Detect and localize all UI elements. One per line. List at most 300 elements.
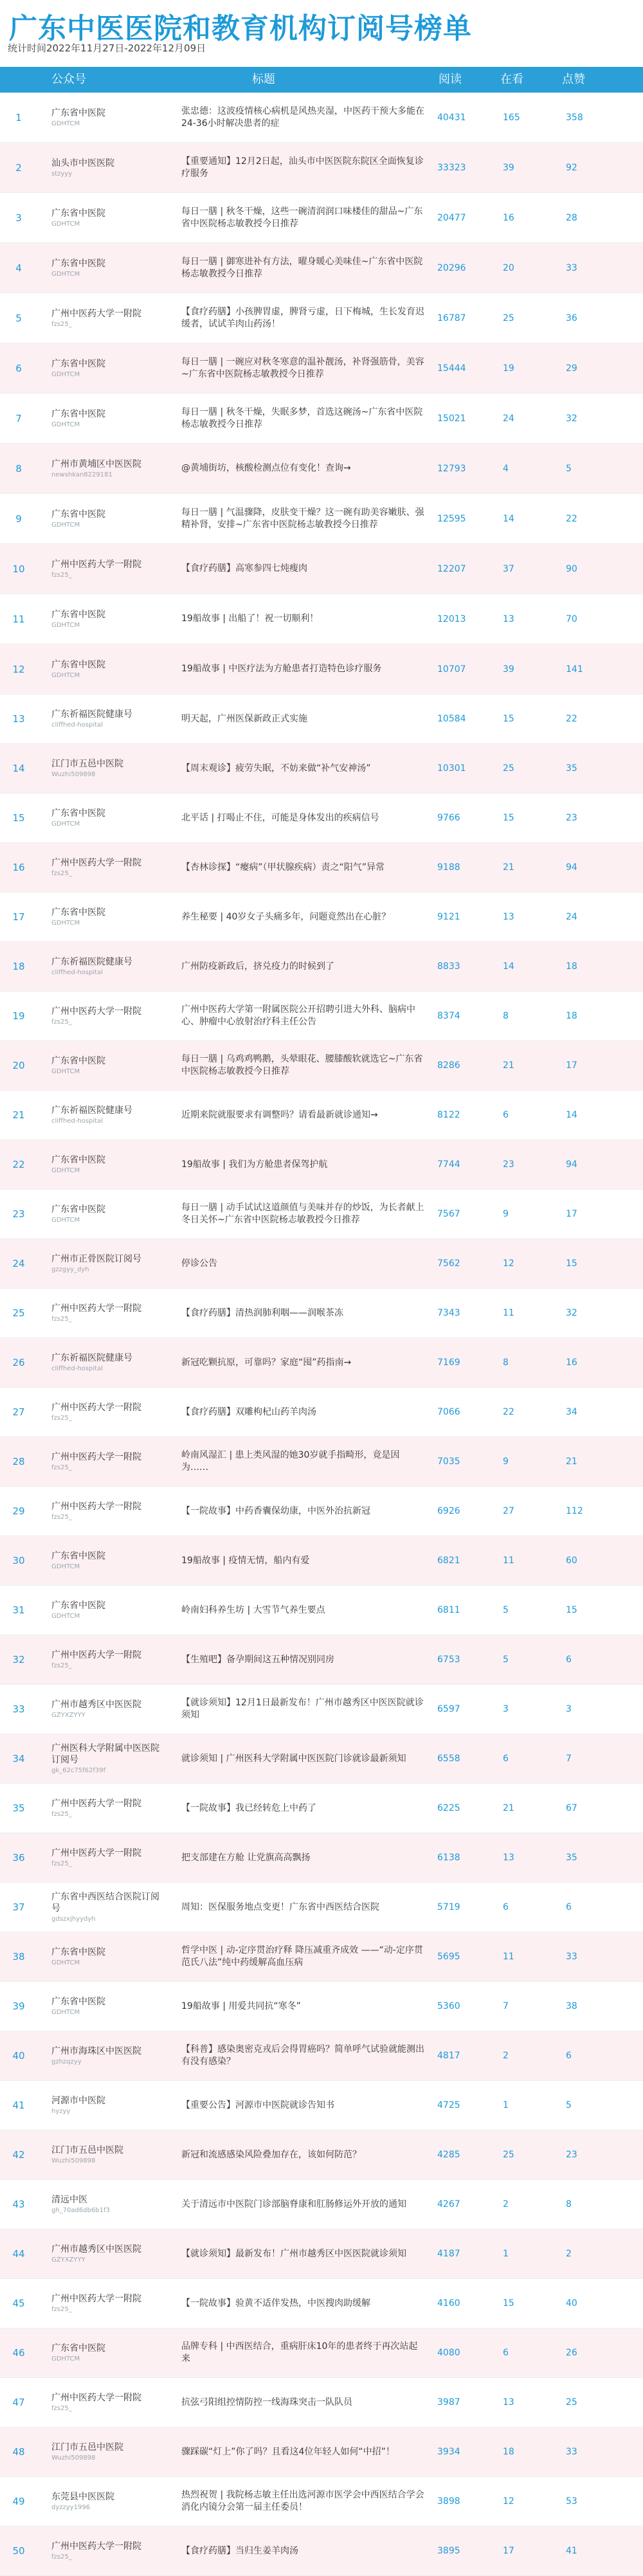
watching-count: 22 xyxy=(503,1407,514,1417)
rank-number: 23 xyxy=(12,1208,25,1220)
table-row xyxy=(0,143,643,193)
table-row xyxy=(0,1734,643,1784)
table-row xyxy=(0,1784,643,1833)
account-id: hyzyy xyxy=(51,2108,71,2115)
read-count: 6138 xyxy=(437,1853,460,1863)
rank-number: 36 xyxy=(12,1852,25,1864)
table-row xyxy=(0,1289,643,1338)
account-id: GDHTCM xyxy=(51,821,80,828)
account-cell xyxy=(51,1041,167,1090)
table-row xyxy=(0,1338,643,1388)
table-row xyxy=(0,843,643,893)
account-cell xyxy=(51,243,167,293)
read-count: 4817 xyxy=(437,2051,460,2061)
account-id: GDHTCM xyxy=(51,621,80,629)
account-id: GDHTCM xyxy=(51,671,80,679)
rank-number: 10 xyxy=(12,563,25,575)
table-row xyxy=(0,1635,643,1685)
account-cell xyxy=(51,594,167,644)
account-name: 江门市五邑中医院 xyxy=(51,2145,123,2155)
watching-count: 13 xyxy=(503,912,514,922)
account-cell xyxy=(51,1833,167,1882)
table-row xyxy=(0,444,643,494)
account-cell xyxy=(51,1388,167,1437)
article-title: 【就诊须知】最新发布！广州市越秀区中医医院就诊须知 xyxy=(181,2248,406,2259)
account-name: 广东省中医院 xyxy=(51,659,105,670)
ranking-table xyxy=(0,93,643,2576)
table-row xyxy=(0,1190,643,1239)
watching-count: 3 xyxy=(503,1704,509,1714)
table-row xyxy=(0,2427,643,2477)
account-cell xyxy=(51,843,167,892)
like-count: 17 xyxy=(566,1209,577,1219)
watching-count: 15 xyxy=(503,2298,514,2308)
account-id: Wuzhi509898 xyxy=(51,771,96,778)
account-name: 广东祈福医院健康号 xyxy=(51,1105,132,1116)
watching-count: 21 xyxy=(503,1060,514,1071)
read-count: 10707 xyxy=(437,664,466,675)
watching-count: 7 xyxy=(503,2001,509,2011)
rank-number: 20 xyxy=(12,1060,25,1071)
read-count: 5360 xyxy=(437,2001,460,2011)
article-title: 新冠和流感感染风险叠加存在，该如何防范？ xyxy=(181,2149,361,2160)
account-cell xyxy=(51,544,167,594)
article-title: 19船故事 | 出船了！祝一切顺利！ xyxy=(181,613,319,624)
account-cell xyxy=(51,1586,167,1635)
article-title: 【食疗药膳】当归生姜羊肉汤 xyxy=(181,2545,298,2556)
rank-number: 42 xyxy=(12,2149,25,2161)
column-header-watching: 在看 xyxy=(500,73,523,86)
watching-count: 21 xyxy=(503,862,514,873)
account-id: fzs25_ xyxy=(51,1662,72,1669)
like-count: 7 xyxy=(566,1754,572,1764)
like-count: 358 xyxy=(566,112,583,123)
account-name: 河源市中医院 xyxy=(51,2096,105,2106)
read-count: 16787 xyxy=(437,313,466,323)
read-count: 40431 xyxy=(437,112,466,123)
rank-number: 45 xyxy=(12,2298,25,2309)
table-row xyxy=(0,1041,643,1091)
like-count: 141 xyxy=(566,664,583,675)
account-id: fzs25_ xyxy=(51,2306,72,2313)
account-cell xyxy=(51,1784,167,1833)
account-name: 广东省中医院 xyxy=(51,1997,105,2007)
rank-number: 49 xyxy=(12,2496,25,2507)
rank-number: 5 xyxy=(15,312,22,324)
account-id: fzs25_ xyxy=(51,1464,72,1471)
table-row xyxy=(0,193,643,243)
article-title: 【周末观诊】疲劳失眠，不妨来做“补气安神汤” xyxy=(181,763,371,774)
watching-count: 15 xyxy=(503,714,514,724)
account-cell xyxy=(51,2130,167,2179)
like-count: 29 xyxy=(566,363,577,374)
watching-count: 15 xyxy=(503,813,514,823)
rank-number: 27 xyxy=(12,1406,25,1418)
account-cell xyxy=(51,2279,167,2328)
account-id: fzs25_ xyxy=(51,571,72,579)
account-name: 广州中医药大学一附院 xyxy=(51,1452,141,1462)
read-count: 6558 xyxy=(437,1754,460,1764)
rank-number: 31 xyxy=(12,1604,25,1616)
account-id: GZYXZYYY xyxy=(51,1712,86,1719)
read-count: 3934 xyxy=(437,2447,460,2457)
account-cell xyxy=(51,1635,167,1684)
read-count: 3895 xyxy=(437,2546,460,2556)
read-count: 12013 xyxy=(437,613,466,624)
account-name: 广东省中医院 xyxy=(51,358,105,369)
watching-count: 16 xyxy=(503,212,514,223)
account-id: newshkan8229181 xyxy=(51,471,113,478)
read-count: 33323 xyxy=(437,162,466,173)
account-cell xyxy=(51,794,167,842)
article-title: 【重要通知】12月2日起，汕头市中医医院东院区全面恢复诊疗服务 xyxy=(181,156,424,179)
account-name: 广东省中医院 xyxy=(51,408,105,419)
table-row xyxy=(0,893,643,942)
account-id: GDHTCM xyxy=(51,1959,80,1966)
watching-count: 4 xyxy=(503,463,509,474)
read-count: 20477 xyxy=(437,212,466,223)
like-count: 35 xyxy=(566,1853,577,1863)
account-cell xyxy=(51,2328,167,2377)
read-count: 10584 xyxy=(437,714,466,724)
rank-number: 6 xyxy=(15,362,22,374)
account-name: 汕头市中医医院 xyxy=(51,158,114,168)
read-count: 9188 xyxy=(437,862,460,873)
watching-count: 13 xyxy=(503,613,514,624)
article-title: @黄埔街坊，核酸检测点位有变化！查询→ xyxy=(181,463,351,473)
rank-number: 14 xyxy=(12,763,25,774)
account-name: 广东祈福医院健康号 xyxy=(51,1353,132,1363)
account-name: 广州中医药大学一附院 xyxy=(51,1402,141,1413)
rank-number: 2 xyxy=(15,161,22,174)
read-count: 4267 xyxy=(437,2199,460,2209)
article-title: 【食疗药膳】清热润肺利咽——润喉茶冻 xyxy=(181,1307,343,1318)
account-id: GDHTCM xyxy=(51,920,80,927)
account-id: cliffhed-hospital xyxy=(51,1365,104,1372)
account-name: 广州市越秀区中医医院 xyxy=(51,1700,141,1710)
account-id: GDHTCM xyxy=(51,220,80,228)
like-count: 5 xyxy=(566,463,572,474)
account-id: fzs25_ xyxy=(51,1019,72,1026)
account-id: GDHTCM xyxy=(51,370,80,378)
article-title: 把支部建在方舱 让党旗高高飘扬 xyxy=(181,1852,311,1863)
account-name: 广东祈福医院健康号 xyxy=(51,709,132,720)
rank-number: 16 xyxy=(12,862,25,873)
read-count: 3898 xyxy=(437,2496,460,2507)
like-count: 6 xyxy=(566,2051,572,2061)
account-id: fzs25_ xyxy=(51,320,72,328)
watching-count: 25 xyxy=(503,2150,514,2160)
article-title: 19船故事 | 疫情无情，船内有爱 xyxy=(181,1555,310,1566)
table-row xyxy=(0,494,643,544)
like-count: 14 xyxy=(566,1110,577,1120)
rank-number: 40 xyxy=(12,2050,25,2062)
like-count: 18 xyxy=(566,961,577,972)
article-title: 周知：医保服务地点变更！广东省中西医结合医院 xyxy=(181,1901,379,1912)
table-row xyxy=(0,93,643,143)
account-id: gk_62c75f62f39f xyxy=(51,1767,106,1774)
read-count: 15021 xyxy=(437,413,466,424)
watching-count: 8 xyxy=(503,1357,509,1368)
account-id: GDHTCM xyxy=(51,1563,80,1570)
watching-count: 6 xyxy=(503,1902,509,1912)
like-count: 3 xyxy=(566,1704,572,1714)
like-count: 33 xyxy=(566,2447,577,2457)
watching-count: 2 xyxy=(503,2199,509,2209)
table-row xyxy=(0,2477,643,2526)
watching-count: 8 xyxy=(503,1011,509,1021)
account-id: GDHTCM xyxy=(51,270,80,278)
account-name: 广州市黄埔区中医医院 xyxy=(51,458,141,469)
account-cell xyxy=(51,394,167,443)
rank-number: 34 xyxy=(12,1753,25,1764)
account-id: fzs25_ xyxy=(51,2553,72,2561)
account-cell xyxy=(51,1140,167,1189)
watching-count: 5 xyxy=(503,1655,509,1665)
account-name: 广州市正骨医院订阅号 xyxy=(51,1254,141,1264)
account-name: 广东祈福医院健康号 xyxy=(51,957,132,967)
account-id: dyzzyy1996 xyxy=(51,2504,91,2511)
rank-number: 21 xyxy=(12,1109,25,1121)
watching-count: 11 xyxy=(503,1556,514,1566)
watching-count: 6 xyxy=(503,1754,509,1764)
article-title: 哲学中医 | 动-定序贯治疗释 降压减重齐成效 ——“动-定序贯范氏八法”纯中药缓解高血压病 xyxy=(181,1945,423,1968)
article-title: 【一院故事】中药香囊保幼康，中医外治抗新冠 xyxy=(181,1505,370,1516)
read-count: 7343 xyxy=(437,1308,460,1318)
account-id: GDHTCM xyxy=(51,1068,80,1075)
like-count: 60 xyxy=(566,1556,577,1566)
rank-number: 35 xyxy=(12,1802,25,1814)
account-id: Wuzhi509898 xyxy=(51,2454,96,2462)
watching-count: 14 xyxy=(503,513,514,524)
watching-count: 6 xyxy=(503,1110,509,1120)
rank-number: 30 xyxy=(12,1555,25,1566)
article-title: 【一院故事】我已经转危上中药了 xyxy=(181,1802,316,1813)
article-title: 每日一膳 | 动手试试这道颜值与美味并存的炒饭，为长者献上冬日关怀~广东省中医院杨志敏教授今日推荐 xyxy=(181,1202,424,1225)
account-name: 广州中医药大学一附院 xyxy=(51,559,141,570)
account-name: 广东省中医院 xyxy=(51,609,105,620)
account-cell xyxy=(51,644,167,694)
read-count: 8374 xyxy=(437,1011,460,1021)
like-count: 53 xyxy=(566,2496,577,2507)
rank-number: 37 xyxy=(12,1901,25,1913)
article-title: 停诊公告 xyxy=(181,1258,217,1269)
account-name: 江门市五邑中医院 xyxy=(51,2442,123,2453)
page-header xyxy=(0,0,643,62)
rank-number: 46 xyxy=(12,2347,25,2359)
table-row xyxy=(0,1536,643,1586)
account-cell xyxy=(51,1338,167,1387)
watching-count: 9 xyxy=(503,1456,509,1467)
table-row xyxy=(0,243,643,293)
account-cell xyxy=(51,1536,167,1585)
like-count: 2 xyxy=(566,2249,572,2259)
like-count: 25 xyxy=(566,2397,577,2408)
watching-count: 37 xyxy=(503,563,514,574)
account-cell xyxy=(51,942,167,991)
account-name: 广州中医药大学一附院 xyxy=(51,1799,141,1809)
article-title: 北平话 | 打喝止不住，可能是身体发出的疾病信号 xyxy=(181,812,379,823)
account-cell xyxy=(51,1932,167,1981)
table-row xyxy=(0,694,643,744)
table-row xyxy=(0,2526,643,2576)
account-cell xyxy=(51,1437,167,1486)
read-count: 4285 xyxy=(437,2150,460,2160)
watching-count: 2 xyxy=(503,2051,509,2061)
account-cell xyxy=(51,1685,167,1734)
like-count: 32 xyxy=(566,1308,577,1318)
account-id: GDHTCM xyxy=(51,2355,80,2363)
table-row xyxy=(0,1833,643,1883)
article-title: 【重要公告】河源市中医院就诊告知书 xyxy=(181,2100,334,2110)
page-title: 广东中医医院和教育机构订阅号榜单 xyxy=(9,12,472,45)
rank-number: 43 xyxy=(12,2199,25,2210)
read-count: 20296 xyxy=(437,262,466,273)
account-cell xyxy=(51,2378,167,2427)
like-count: 23 xyxy=(566,813,577,823)
like-count: 36 xyxy=(566,313,577,323)
table-row xyxy=(0,293,643,343)
table-row xyxy=(0,1388,643,1437)
account-id: cliffhed-hospital xyxy=(51,721,104,729)
account-id: gzzgyy_dyh xyxy=(51,1266,89,1273)
like-count: 16 xyxy=(566,1357,577,1368)
account-name: 广州中医药大学一附院 xyxy=(51,2294,141,2304)
column-header-likes: 点赞 xyxy=(562,73,585,86)
like-count: 34 xyxy=(566,1407,577,1417)
account-name: 广州中医药大学一附院 xyxy=(51,1501,141,1512)
read-count: 5719 xyxy=(437,1902,460,1912)
article-title: 【杏林诊探】“瘿病”（甲状腺疾病）责之“阳气”异常 xyxy=(181,862,385,873)
like-count: 33 xyxy=(566,262,577,273)
account-name: 广东省中医院 xyxy=(51,1056,105,1066)
read-count: 8122 xyxy=(437,1110,460,1120)
article-title: 【科普】感染奥密克戎后会得胃癌吗？简单呼气试验就能测出有没有感染？ xyxy=(181,2044,424,2067)
article-title: 19船故事 | 中医疗法为方舱患者打造特色诊疗服务 xyxy=(181,664,382,674)
account-id: GZYXZYYY xyxy=(51,2256,86,2263)
account-id: fzs25_ xyxy=(51,1860,72,1867)
like-count: 40 xyxy=(566,2298,577,2308)
like-count: 18 xyxy=(566,1011,577,1021)
watching-count: 19 xyxy=(503,363,514,374)
table-row xyxy=(0,794,643,843)
account-name: 江门市五邑中医院 xyxy=(51,759,123,769)
account-cell xyxy=(51,444,167,493)
rank-number: 32 xyxy=(12,1654,25,1665)
account-id: cliffhed-hospital xyxy=(51,969,104,976)
table-row xyxy=(0,1982,643,2031)
account-cell xyxy=(51,1190,167,1238)
article-title: 张忠德：这波疫情核心病机是风热夹湿，中医药干预大多能在24-36小时解决患者的症 xyxy=(181,105,424,129)
article-title: 【就诊须知】12月1日最新发布！广州市越秀区中医医院就诊须知 xyxy=(181,1698,424,1720)
account-cell xyxy=(51,1239,167,1288)
account-name: 清远中医 xyxy=(51,2195,87,2205)
like-count: 6 xyxy=(566,1655,572,1665)
watching-count: 20 xyxy=(503,262,514,273)
watching-count: 6 xyxy=(503,2348,509,2358)
account-name: 广州中医药大学一附院 xyxy=(51,308,141,319)
read-count: 6225 xyxy=(437,1803,460,1813)
account-cell xyxy=(51,2229,167,2278)
article-title: 每日一膳 | 乌鸡鸡鸭鹅，头晕眼花、腰膝酸软就选它~广东省中医院杨志敏教授今日推荐 xyxy=(181,1054,423,1076)
account-name: 广东省中医院 xyxy=(51,208,105,219)
account-id: GDHTCM xyxy=(51,120,80,127)
account-name: 广东省中医院 xyxy=(51,2343,105,2354)
account-name: 广东省中医院 xyxy=(51,1204,105,1215)
rank-number: 48 xyxy=(12,2446,25,2458)
account-cell xyxy=(51,992,167,1040)
like-count: 15 xyxy=(566,1605,577,1615)
account-id: fzs25_ xyxy=(51,2405,72,2412)
table-row xyxy=(0,394,643,444)
rank-number: 44 xyxy=(12,2248,25,2260)
account-id: cliffhed-hospital xyxy=(51,1118,104,1125)
like-count: 22 xyxy=(566,513,577,524)
rank-number: 29 xyxy=(12,1505,25,1517)
account-name: 广东省中西医结合医院订阅号 xyxy=(51,1892,159,1914)
read-count: 7035 xyxy=(437,1456,460,1467)
account-cell xyxy=(51,694,167,743)
account-cell xyxy=(51,293,167,343)
account-name: 东莞县中医医院 xyxy=(51,2492,114,2502)
read-count: 12793 xyxy=(437,463,466,474)
watching-count: 27 xyxy=(503,1506,514,1516)
account-id: fzs25_ xyxy=(51,1316,72,1323)
watching-count: 12 xyxy=(503,1258,514,1269)
table-row xyxy=(0,594,643,644)
account-cell xyxy=(51,893,167,941)
account-id: fzs25_ xyxy=(51,1415,72,1422)
table-row xyxy=(0,2130,643,2180)
watching-count: 11 xyxy=(503,1952,514,1962)
rank-number: 13 xyxy=(12,713,25,725)
table-row xyxy=(0,1883,643,1932)
read-count: 4160 xyxy=(437,2298,460,2308)
account-cell xyxy=(51,1289,167,1338)
account-name: 广州中医药大学一附院 xyxy=(51,1848,141,1858)
table-row xyxy=(0,2031,643,2081)
account-id: fzs25_ xyxy=(51,1811,72,1818)
account-cell xyxy=(51,1734,167,1783)
like-count: 90 xyxy=(566,563,577,574)
column-header-account: 公众号 xyxy=(51,73,86,86)
account-id: GDHTCM xyxy=(51,2009,80,2016)
watching-count: 5 xyxy=(503,1605,509,1615)
read-count: 10301 xyxy=(437,763,466,774)
account-cell xyxy=(51,494,167,543)
account-name: 广东省中医院 xyxy=(51,808,105,819)
read-count: 6753 xyxy=(437,1655,460,1665)
watching-count: 13 xyxy=(503,1853,514,1863)
read-count: 4725 xyxy=(437,2100,460,2110)
article-title: 19船故事 | 我们为方舱患者保驾护航 xyxy=(181,1159,328,1170)
rank-number: 19 xyxy=(12,1010,25,1022)
like-count: 8 xyxy=(566,2199,572,2209)
account-name: 广东省中医院 xyxy=(51,1155,105,1165)
table-row xyxy=(0,2279,643,2328)
account-name: 广州市越秀区中医医院 xyxy=(51,2244,141,2254)
watching-count: 1 xyxy=(503,2100,509,2110)
account-cell xyxy=(51,1487,167,1536)
like-count: 21 xyxy=(566,1456,577,1467)
account-cell xyxy=(51,1091,167,1139)
like-count: 5 xyxy=(566,2100,572,2110)
page-subtitle: 统计时间2022年11月27日-2022年12月09日 xyxy=(8,42,206,54)
table-row xyxy=(0,2180,643,2229)
like-count: 94 xyxy=(566,1159,577,1170)
account-id: GDHTCM xyxy=(51,1217,80,1224)
article-title: 骤踩碳“灯上”你了吗？且看这4位年轻人如何“中招”！ xyxy=(181,2446,395,2457)
